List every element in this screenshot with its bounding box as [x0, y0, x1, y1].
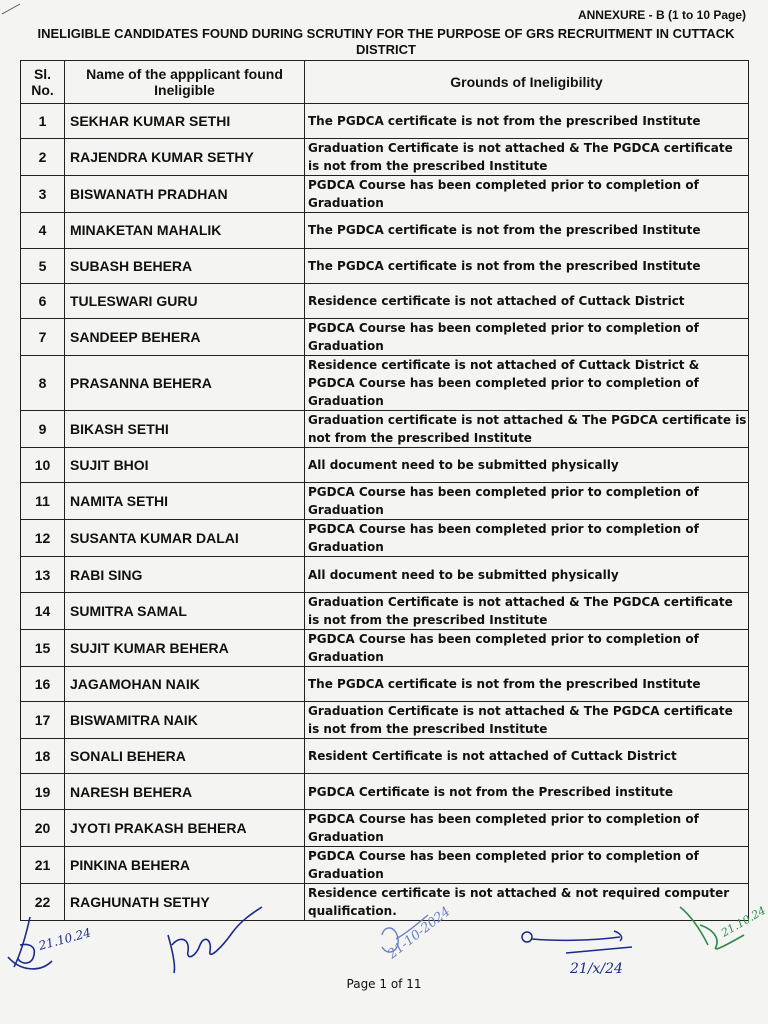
table-row	[21, 702, 749, 739]
row-grounds: Graduation Certificate is not attached & The PGDCA certificate is not from the prescribed Institute	[305, 592, 749, 629]
signatures-area	[0, 895, 768, 975]
signature-5-date: 21.10.24	[719, 903, 768, 940]
row-grounds: PGDCA Course has been completed prior to completion of Graduation	[305, 520, 749, 557]
row-grounds: PGDCA Course has been completed prior to completion of Graduation	[305, 483, 749, 520]
row-applicant-name: SUMITRA SAMAL	[65, 592, 305, 629]
row-applicant-name: RABI SING	[65, 557, 305, 592]
row-grounds: The PGDCA certificate is not from the prescribed Institute	[305, 213, 749, 248]
column-header-name: Name of the appplicant found Ineligible	[65, 61, 305, 104]
row-sl-number: 5	[21, 248, 65, 283]
row-grounds: PGDCA Course has been completed prior to completion of Graduation	[305, 629, 749, 666]
table-row	[21, 356, 749, 411]
annexure-label: ANNEXURE - B (1 to 10 Page)	[577, 8, 746, 22]
row-grounds: The PGDCA certificate is not from the prescribed Institute	[305, 666, 749, 701]
table-row	[21, 411, 749, 448]
row-applicant-name: BIKASH SETHI	[65, 411, 305, 448]
table-row	[21, 739, 749, 774]
row-sl-number: 16	[21, 666, 65, 701]
row-applicant-name: JAGAMOHAN NAIK	[65, 666, 305, 701]
row-grounds: The PGDCA certificate is not from the prescribed Institute	[305, 104, 749, 139]
row-applicant-name: RAGHUNATH SETHY	[65, 883, 305, 920]
row-applicant-name: SUJIT KUMAR BEHERA	[65, 629, 305, 666]
row-sl-number: 18	[21, 739, 65, 774]
signature-4-date: 21/x/24	[570, 961, 623, 975]
table-row	[21, 629, 749, 666]
table-header-row	[21, 61, 749, 104]
row-grounds: Graduation certificate is not attached & The PGDCA certificate is not from the prescribed Institute	[305, 411, 749, 448]
row-grounds: PGDCA Course has been completed prior to completion of Graduation	[305, 319, 749, 356]
document-title: INELIGIBLE CANDIDATES FOUND DURING SCRUTINY FOR THE PURPOSE OF GRS RECRUITMENT IN CUTTACK DISTRICT	[37, 26, 735, 57]
row-sl-number: 22	[21, 883, 65, 920]
row-applicant-name: TULESWARI GURU	[65, 283, 305, 318]
row-grounds: PGDCA Course has been completed prior to completion of Graduation	[305, 846, 749, 883]
row-applicant-name: MINAKETAN MAHALIK	[65, 213, 305, 248]
row-applicant-name: PRASANNA BEHERA	[65, 356, 305, 411]
table-row	[21, 248, 749, 283]
row-sl-number: 13	[21, 557, 65, 592]
table-row	[21, 846, 749, 883]
row-applicant-name: SEKHAR KUMAR SETHI	[65, 104, 305, 139]
table-row	[21, 483, 749, 520]
table-row	[21, 520, 749, 557]
row-sl-number: 20	[21, 809, 65, 846]
row-sl-number: 4	[21, 213, 65, 248]
row-applicant-name: JYOTI PRAKASH BEHERA	[65, 809, 305, 846]
table-row	[21, 557, 749, 592]
row-sl-number: 17	[21, 702, 65, 739]
row-sl-number: 15	[21, 629, 65, 666]
row-applicant-name: BISWANATH PRADHAN	[65, 176, 305, 213]
row-grounds: Graduation Certificate is not attached & The PGDCA certificate is not from the prescribed Institute	[305, 702, 749, 739]
row-grounds: The PGDCA certificate is not from the prescribed Institute	[305, 248, 749, 283]
table-row	[21, 666, 749, 701]
row-applicant-name: BISWAMITRA NAIK	[65, 702, 305, 739]
table-row	[21, 139, 749, 176]
table-row	[21, 283, 749, 318]
row-grounds: Residence certificate is not attached of Cuttack District	[305, 283, 749, 318]
signature-1-date: 21.10.24	[37, 925, 93, 953]
row-applicant-name: PINKINA BEHERA	[65, 846, 305, 883]
row-sl-number: 3	[21, 176, 65, 213]
table-row	[21, 213, 749, 248]
row-sl-number: 10	[21, 448, 65, 483]
table-row	[21, 448, 749, 483]
row-grounds: PGDCA Course has been completed prior to completion of Graduation	[305, 176, 749, 213]
row-sl-number: 9	[21, 411, 65, 448]
table-row	[21, 592, 749, 629]
table-row	[21, 176, 749, 213]
column-header-grounds: Grounds of Ineligibility	[305, 61, 749, 104]
row-sl-number: 8	[21, 356, 65, 411]
signature-4	[522, 931, 632, 953]
column-header-sl: Sl. No.	[21, 61, 65, 104]
row-grounds: Residence certificate is not attached of Cuttack District & PGDCA Course has been completed prior to completion of Graduation	[305, 356, 749, 411]
row-sl-number: 6	[21, 283, 65, 318]
row-applicant-name: SUJIT BHOI	[65, 448, 305, 483]
row-applicant-name: SUBASH BEHERA	[65, 248, 305, 283]
table-row	[21, 319, 749, 356]
row-grounds: PGDCA Course has been completed prior to completion of Graduation	[305, 809, 749, 846]
row-applicant-name: RAJENDRA KUMAR SETHY	[65, 139, 305, 176]
row-applicant-name: NAMITA SETHI	[65, 483, 305, 520]
row-sl-number: 12	[21, 520, 65, 557]
row-applicant-name: NARESH BEHERA	[65, 774, 305, 809]
ineligible-candidates-table	[20, 60, 749, 921]
row-grounds: PGDCA Certificate is not from the Prescribed institute	[305, 774, 749, 809]
row-sl-number: 2	[21, 139, 65, 176]
row-sl-number: 1	[21, 104, 65, 139]
table-row	[21, 104, 749, 139]
row-applicant-name: SONALI BEHERA	[65, 739, 305, 774]
row-sl-number: 19	[21, 774, 65, 809]
corner-pen-mark	[0, 0, 40, 20]
table-row	[21, 774, 749, 809]
row-grounds: All document need to be submitted physically	[305, 557, 749, 592]
signature-2	[168, 907, 262, 973]
row-sl-number: 14	[21, 592, 65, 629]
row-sl-number: 21	[21, 846, 65, 883]
row-grounds: Residence certificate is not attached & not required computer qualification.	[305, 883, 749, 920]
row-grounds: Graduation Certificate is not attached & The PGDCA certificate is not from the prescribed Institute	[305, 139, 749, 176]
row-sl-number: 11	[21, 483, 65, 520]
page-number: Page 1 of 11	[346, 977, 422, 991]
row-sl-number: 7	[21, 319, 65, 356]
row-grounds: All document need to be submitted physically	[305, 448, 749, 483]
row-applicant-name: SUSANTA KUMAR DALAI	[65, 520, 305, 557]
signature-3-date: 21-10-2024	[385, 904, 454, 963]
row-applicant-name: SANDEEP BEHERA	[65, 319, 305, 356]
row-grounds: Resident Certificate is not attached of Cuttack District	[305, 739, 749, 774]
table-row	[21, 809, 749, 846]
